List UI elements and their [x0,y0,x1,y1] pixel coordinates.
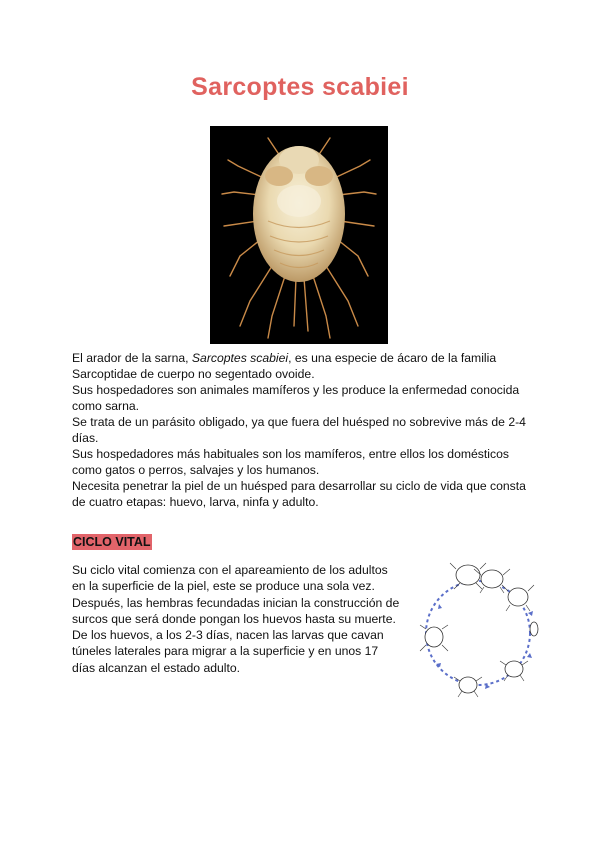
life-cycle-diagram [410,557,546,699]
intro-text [72,350,542,510]
intro-paragraph: El arador de la sarna, Sarcoptes scabiei, es una especie de ácaro de la familia Sarcoptidae de cuerpo no segentado ovoide. [72,351,497,381]
intro-paragraph: Necesita penetrar la piel de un huésped para desarrollar su ciclo de vida que consta de cuatro etapas: huevo, larva, ninfa y adulto. [72,479,526,509]
intro-paragraph: Se trata de un parásito obligado, ya que fuera del huésped no sobrevive más de 2-4 días. [72,415,526,445]
page-title: Sarcoptes scabiei [191,73,409,101]
cycle-text: Su ciclo vital comienza con el apareamiento de los adultos en la superficie de la piel, este se produce una sola vez. Después, las hembras fecundadas inician la construcción de surcos que será donde pongan los huevos hasta su muerte. De los huevos, a los 2-3 días, nacen las larvas que cavan túneles laterales para migrar a la superficie y en unos 17 días alcanzan el estado adulto. [72,563,400,675]
section-heading-ciclo-vital: CICLO VITAL [73,535,151,549]
species-name: Sarcoptes scabiei [191,351,289,365]
intro-paragraph: Sus hospedadores son animales mamíferos y les produce la enfermedad conocida como sarna. [72,383,520,413]
mite-photo [210,126,388,344]
intro-paragraph: Sus hospedadores más habituales son los mamíferos, entre ellos los domésticos como gatos o perros, salvajes y los humanos. [72,447,509,477]
